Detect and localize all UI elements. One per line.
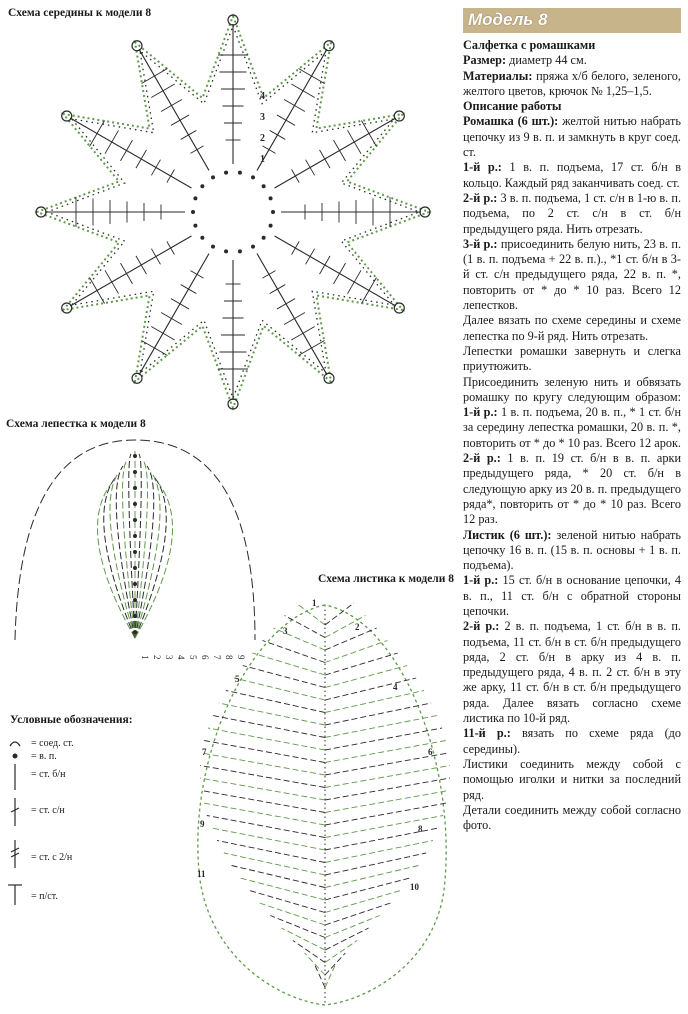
row3-text: присоединить белую нить, 23 в. п. (1 в. п. подъема + 22 в. п.)., *1 ст. б/н в 3-й ст. с/н предыдущего ряда, 22 в. п. *, повторить от * до * 10 раз. Всего 12 лепестков. [463,236,682,313]
leaf-stitch-left [240,878,325,900]
leaf-stitch-left [208,728,325,750]
daisy-label: Ромашка (6 шт.): [463,114,559,129]
petal-row-number: 6 [200,655,210,660]
leaf-row-number: 9 [200,819,205,829]
materials-text: пряжа х/б белого, зеленого, желтого цветов, крючок № 1,25–1,5. [463,68,681,98]
leaf-row1-label: 1-й р.: [463,573,499,588]
leaf-stitch-left [315,966,325,988]
legend-label-tr: = ст. с 2/н [31,852,73,863]
leaf-stitch-left [232,866,325,888]
petal-row-number: 8 [224,655,234,660]
twist-paragraph: Лепестки ромашки завернуть и слегка приутюжить. [463,343,681,374]
star-row-number: 4 [260,91,265,102]
row3-label: 3-й р.: [463,236,498,251]
leaf-text: зеленой нитью набрать цепочку 16 в. п. (15 в. п. основы + 1 в. п. подъема). [463,527,681,573]
leaf-outline [198,605,446,1005]
leaf-stitch-left [217,841,325,863]
row1-text: 1 в. п. подъема, 17 ст. б/н в кольцо. Каждый ряд заканчивать соед. ст. [463,160,682,190]
leaf-stitch-right [325,853,426,875]
article-text [463,38,681,833]
leaf-stitch-left [305,953,325,975]
leaf-row2-label: 2-й р.: [463,619,500,634]
leaf-row-number: 2 [355,622,360,632]
leaf-stitch-left [293,941,325,963]
leaf-row-number: 1 [312,598,317,608]
leaf-stitch-right [325,816,443,838]
leaf-row-number: 3 [283,626,288,636]
chain-icon [13,754,18,759]
leaf-row-number: 8 [418,824,423,834]
leaf-row2-text: 2 в. п. подъема, 1 ст. б/н в в. п. подъема, 11 ст. б/н в ст. б/н предыдущего ряда, 2 ст. б/н в арку из 4 в. п. предыдущего ряда, 4 в. п. 2 ст. б/н в эту же арку, 11 ст. б/н в ст. б/н предыдущего ряда. Далее вязать согласно схеме листика по 10-й ряд. [463,619,681,726]
leaf-row-number: 7 [202,747,207,757]
leaf-stitch-left [285,616,325,638]
size-label: Размер: [463,53,507,68]
green-row1-label: 1-й р.: [463,405,498,420]
leaf-stitch-left [201,791,325,813]
leaf-stitch-right [325,803,447,825]
green-row2-text: 1 в. п. 19 ст. б/н в в. п. арки предыдущего ряда, * 20 ст. б/н в следующую арку из 20 в. п. предыдущего ряда*, повторить от * до * 10 раз. Всего 12 раз. [463,451,681,527]
leaf-stitch-left [250,891,325,913]
leaf-row-number: 4 [393,682,398,692]
row1-label: 1-й р.: [463,160,502,175]
petal-row-number: 9 [236,655,246,660]
center-diagram-title: Схема середины к модели 8 [8,7,152,19]
daisy-text: желтой нитью набрать цепочку из 9 в. п. и замкнуть в круг соед. ст. [463,114,681,160]
leaf-stitch-left [203,803,325,825]
star-row-number: 1 [260,154,265,165]
legend-label-chain: = в. п. [31,751,57,762]
leaf-stitch-right [325,728,442,750]
leaf-row11-label: 11-й р.: [463,726,511,741]
star-row-number: 3 [260,112,265,123]
leaf-stitch-left [200,778,325,800]
leaf-stitch-right [325,891,400,913]
leaf-row-number: 5 [235,674,240,684]
legend-label-hdc: = п/ст. [31,891,58,902]
leaf-row11-text: вязать по схеме ряда (до середины). [463,726,682,756]
legend-label-dc: = ст. с/н [31,805,65,816]
leaf-stitch-left [243,666,325,688]
leaf-stitch-right [325,866,418,888]
green-row2-label: 2-й р.: [463,451,501,466]
petal-row-number: 4 [176,655,186,660]
leaf-stitch-left [200,766,325,788]
leaf-stitch-right [325,766,450,788]
leaf-stitch-left [234,678,325,700]
row2-label: 2-й р.: [463,190,498,205]
leaf-stitch-left [226,691,325,713]
leaf-stitch-right [325,778,450,800]
green-row1-text: 1 в. п. подъема, 20 в. п., * 1 ст. б/н за середину лепестка ромашки, 20 в. п. *, повторить от * до * 10 раз. Всего 12 арок. [463,405,682,450]
leaf-stitch-left [204,741,325,763]
leaf-stitch-left [207,816,325,838]
leaf-diagram-title: Схема листика к модели 8 [318,573,455,585]
leaf-label: Листик (6 шт.): [463,527,552,542]
leaf-row-number: 11 [197,869,206,879]
leaf-stitch-right [325,966,335,988]
description-title: Описание работы [463,99,562,114]
leaf-stitch-left [219,703,325,725]
row2-text: 3 в. п. подъема, 1 ст. с/н в 1-ю в. п. подъема, по 2 ст. с/н в ст. б/н предыдущего ряда. Нить отрезать. [463,190,682,236]
materials-label: Материалы: [463,68,533,83]
leaf-stitch-right [325,953,345,975]
leaf-stitch-right [325,691,424,713]
further-paragraph: Далее вязать по схеме середины и схеме лепестка по 9-й ряд. Нить отрезать. [463,313,681,343]
article-title: Салфетка с ромашками [463,38,596,52]
leaf-stitch-left [281,928,325,950]
leaf-stitch-left [270,916,325,938]
petal-row-number: 3 [164,655,174,660]
leaf-row-number: 6 [428,747,433,757]
leaf-stitch-right [325,653,398,675]
petal-row-number: 5 [188,655,198,660]
slip-stitch-icon [10,742,20,746]
legend-title: Условные обозначения: [10,714,133,726]
leaf-stitch-left [213,716,325,738]
leaf-stitch-right [325,841,433,863]
leaf-stitch-left [202,753,325,775]
leaf-stitch-right [325,916,380,938]
leaf-stitch-right [325,878,410,900]
leaf-stitch-left [260,903,325,925]
leaf-stitch-left [252,653,325,675]
size-text: диаметр 44 см. [509,53,587,68]
join-paragraph: Листики соединить между собой с помощью иголки и нитки за последний ряд. [463,756,681,802]
leaf-stitch-right [325,791,449,813]
leaf-stitch-left [211,828,325,850]
leaf-stitch-right [325,941,357,963]
leaf-row1-text: 15 ст. б/н в основание цепочки, 4 в. п., 11 ст. б/н с обратной стороны цепочки. [463,573,681,618]
leaf-stitch-right [325,678,416,700]
star-row-number: 2 [260,133,265,144]
legend-label-slip-stitch: = соед. ст. [31,738,74,749]
legend-label-sc: = ст. б/н [31,769,66,780]
leaf-row-number: 10 [410,882,419,892]
model-header: Модель 8 [463,8,681,33]
details-paragraph: Детали соединить между собой согласно фото. [463,802,681,833]
leaf-stitch-right [325,928,369,950]
petal-row-number: 7 [212,655,222,660]
leaf-stitch-right [325,703,431,725]
leaf-stitch-left [224,853,325,875]
leaf-stitch-right [325,716,437,738]
green-intro: Присоединить зеленую нить и обвязать ромашку по кругу следующим образом: [463,374,681,404]
leaf-stitch-right [325,903,390,925]
petal-row-number: 2 [152,655,162,660]
petal-row-number: 1 [140,655,150,660]
article-column [463,8,681,833]
petal-diagram-title: Схема лепестка к модели 8 [6,418,146,430]
